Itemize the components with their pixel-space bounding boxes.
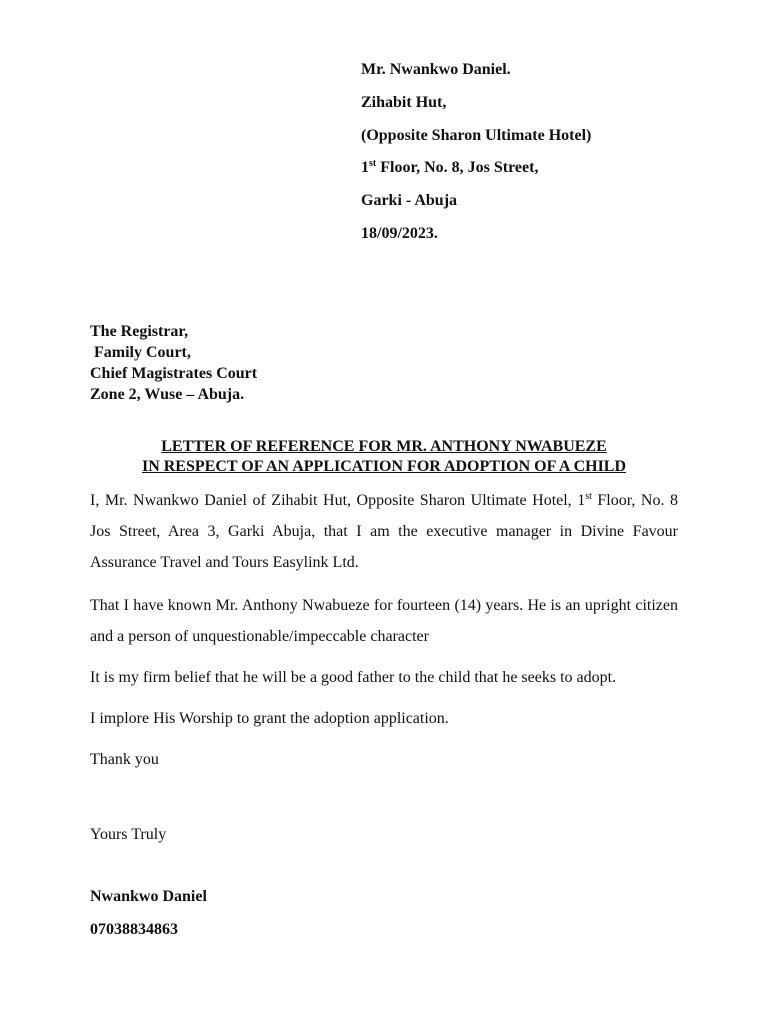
subject-line2: IN RESPECT OF AN APPLICATION FOR ADOPTION OF A CHILD bbox=[141, 458, 627, 475]
signatory-phone: 07038834863 bbox=[90, 921, 178, 938]
recipient-line3: Chief Magistrates Court bbox=[90, 365, 258, 382]
sender-address-line1: Zihabit Hut, bbox=[361, 93, 447, 111]
body-paragraph-2: That I have known Mr. Anthony Nwabueze for fourteen (14) years. He is an upright citizen and a person of unquestionable/impeccable character bbox=[90, 597, 678, 645]
recipient-address-block bbox=[90, 321, 257, 405]
thanks-line: Thank you bbox=[90, 751, 159, 768]
body-paragraph-3: It is my firm belief that he will be a good father to the child that he seeks to adopt. bbox=[90, 669, 617, 686]
letter-subject-heading bbox=[90, 437, 678, 477]
recipient-line4: Zone 2, Wuse – Abuja. bbox=[90, 386, 245, 403]
sender-address-block bbox=[361, 59, 591, 256]
floor-ordinal-suffix: st bbox=[369, 158, 377, 170]
signatory-name: Nwankwo Daniel bbox=[90, 888, 207, 905]
subject-line1: LETTER OF REFERENCE FOR MR. ANTHONY NWABUEZE bbox=[161, 438, 607, 455]
floor-address-rest: Floor, No. 8, Jos Street, bbox=[376, 159, 539, 177]
body-paragraph-1 bbox=[90, 485, 678, 578]
para1-text-end: Floor, No. 8 Jos Street, Area 3, Garki Abuja, that I am the executive manager in Divine Favour Assurance Travel and Tours Easylink Ltd. bbox=[90, 492, 678, 571]
sender-address-line2: (Opposite Sharon Ultimate Hotel) bbox=[361, 126, 592, 144]
valediction: Yours Truly bbox=[90, 826, 167, 843]
sender-name: Mr. Nwankwo Daniel. bbox=[361, 61, 511, 78]
floor-number: 1 bbox=[361, 159, 369, 177]
body-paragraph-4: I implore His Worship to grant the adoption application. bbox=[90, 710, 449, 727]
para1-text-start: I, Mr. Nwankwo Daniel of Zihabit Hut, Opposite Sharon Ultimate Hotel, 1 bbox=[90, 492, 586, 509]
letter-date: 18/09/2023. bbox=[361, 224, 438, 242]
recipient-line2: Family Court, bbox=[90, 344, 191, 361]
sender-floor-line bbox=[361, 157, 591, 190]
recipient-line1: The Registrar, bbox=[90, 323, 189, 340]
para1-ordinal-suffix: st bbox=[585, 491, 592, 502]
sender-city: Garki - Abuja bbox=[361, 192, 458, 210]
